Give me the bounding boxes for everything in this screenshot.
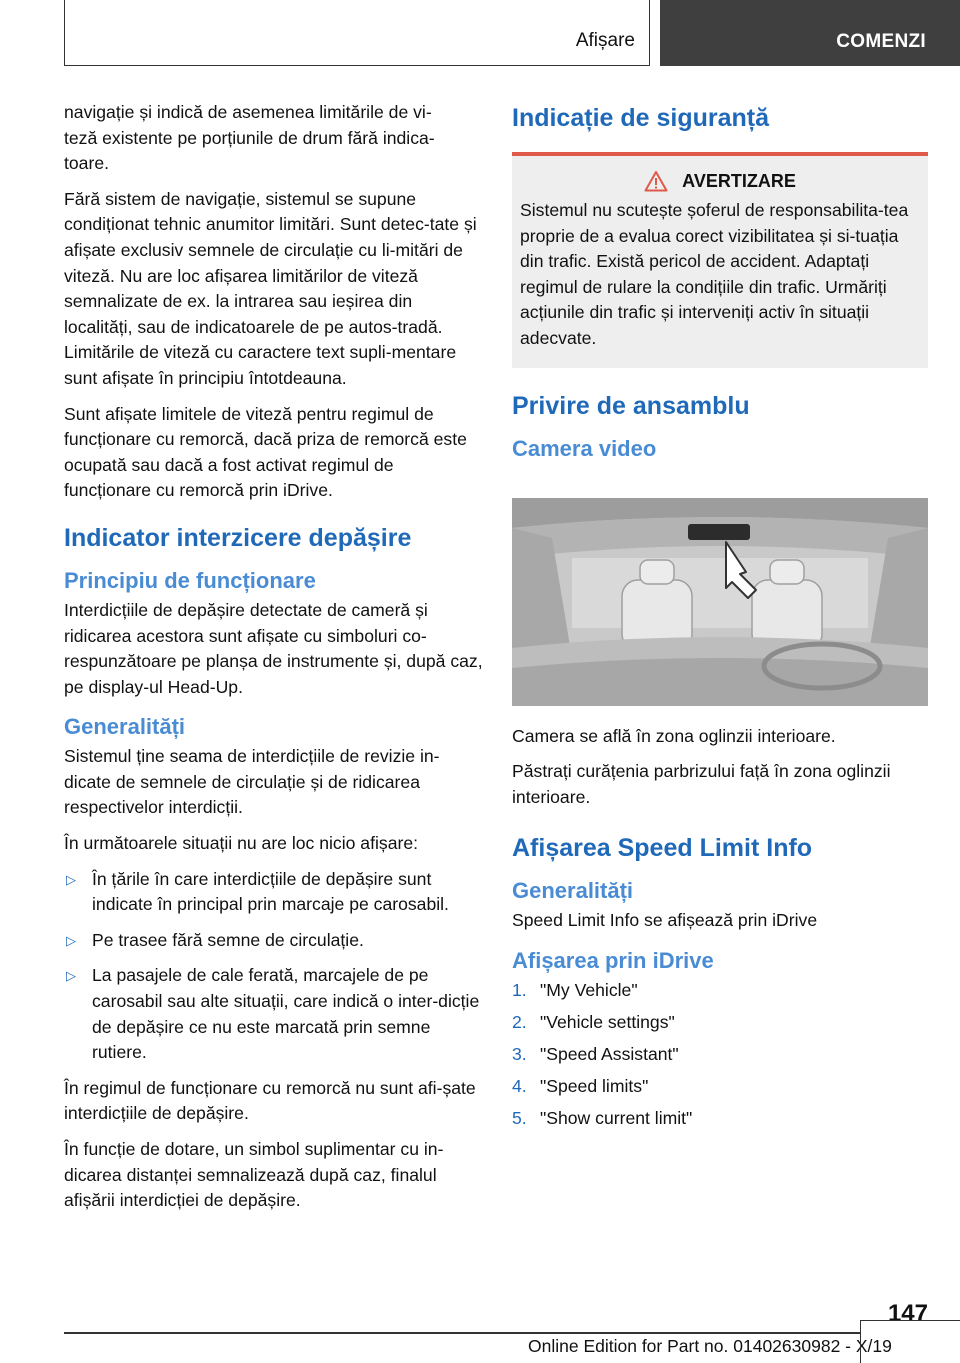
heading-overtake-indicator: Indicator interzicere depășire [64,523,412,552]
paragraph-general: Sistemul ține seama de interdicțiile de revizie in-dicate de semnele de circulație și de ridicarea respectivelor interdicții. [64,746,440,818]
footer-divider [64,1332,860,1334]
footer-corner-box [860,1320,960,1363]
header-chapter-title: COMENZI [836,31,926,52]
paragraph-no-navigation: Fără sistem de navigație, sistemul se supune condiționat tehnic anumitor limitări. Sunt detec-tate și afișate exclusiv semnele de circulație cu li-mitări de viteză. Nu are loc afișarea limitărilor de viteză semnalizate de ex. la intrarea sau ieșirea din localități, sau de indicatoarele de pe autos-tradă. Limitările de viteză cu caractere text supli-mentare sunt afișate în principiu întotdeauna. [64,188,477,388]
situations-list [64,867,484,1066]
list-item: 4. "Speed limits" [512,1076,649,1097]
list-item: ▷ Pe trasee fără semne de circulație. [64,928,484,954]
paragraph-trailer-mode: În regimul de funcționare cu remorcă nu sunt afi-șate interdicțiile de depășire. [64,1077,476,1124]
paragraph-principle: Interdicțiile de depășire detectate de cameră și ridicarea acestora sunt afișate cu simboluri co-respunzătoare pe planșa de instrumente și, după caz, pe display-ul Head-Up. [64,599,483,697]
idrive-steps-list [512,978,928,1132]
header-section-box [64,0,650,66]
list-item: ▷ În țările în care interdicțiile de depășire sunt indicate în principal prin marcaje pe carosabil. [66,868,449,915]
warning-triangle-icon [644,170,668,192]
paragraph-situations: În următoarele situații nu are loc nicio afișare: [64,833,419,854]
heading-speed-limit-info: Afișarea Speed Limit Info [512,834,813,863]
paragraph-equipment: În funcție de dotare, un simbol suplimentar cu in-dicarea distanței semnalizează după caz, finalul afișării interdicției de depășire. [64,1139,444,1211]
paragraph-navigation: navigație și indică de asemenea limitările de vi- teză existente pe porțiunile de drum fără indica- toare. [64,102,435,174]
list-item: 1. "My Vehicle" [512,979,638,1000]
header-chapter-box [660,0,960,66]
triangle-bullet-icon: ▷ [66,871,76,887]
camera-location-illustration [512,498,928,706]
header-section-title: Afișare [575,30,635,51]
heading-principle: Principiu de funcționare [64,567,316,593]
warning-box [512,152,928,368]
list-item: ▷ La pasajele de cale ferată, marcajele de pe carosabil sau alte situații, care indică o inter-dicție de depășire ce nu este marcată prin semne rutiere. [66,965,480,1063]
triangle-bullet-icon: ▷ [66,932,76,948]
heading-overview: Privire de ansamblu [512,391,750,420]
heading-safety: Indicație de siguranță [512,104,770,132]
paragraph-camera-clean: Păstrați curățenia parbrizului față în zona oglinzii interioare. [512,761,891,807]
paragraph-camera-location: Camera se află în zona oglinzii interioare. [512,725,836,746]
warning-title: AVERTIZARE [682,170,796,191]
left-column [64,100,484,1224]
page-number: 147 [887,1300,928,1327]
heading-idrive-display: Afișarea prin iDrive [512,947,714,973]
car-interior-image [512,498,928,706]
paragraph-sli: Speed Limit Info se afișează prin iDrive [512,910,818,931]
list-item: 2. "Vehicle settings" [512,1012,675,1033]
triangle-bullet-icon: ▷ [66,968,76,984]
warning-header [520,170,920,192]
list-item: 5. "Show current limit" [512,1108,693,1129]
warning-text: Sistemul nu scutește șoferul de responsabilita-tea proprie de a evalua corect vizibilitatea și si-tuația din trafic. Există pericol de accident. Adaptați regimul de rulare la condițiile din trafic. Urmăriți acțiunile din trafic și interveniți activ în situații adecvate. [520,200,909,348]
paragraph-trailer: Sunt afișate limitele de viteză pentru regimul de funcționare cu remorcă, dacă priza de remorcă este ocupată sau dacă a fost activat regimul de funcționare cu remorcă prin iDrive. [64,403,467,501]
heading-general: Generalități [64,714,186,740]
list-item: 3. "Speed Assistant" [512,1044,679,1065]
right-column [512,100,928,1138]
heading-camera: Camera video [512,435,657,461]
heading-general-sli: Generalități [512,878,634,904]
footer-edition: Online Edition for Part no. 01402630982 - X/19 [528,1336,892,1356]
